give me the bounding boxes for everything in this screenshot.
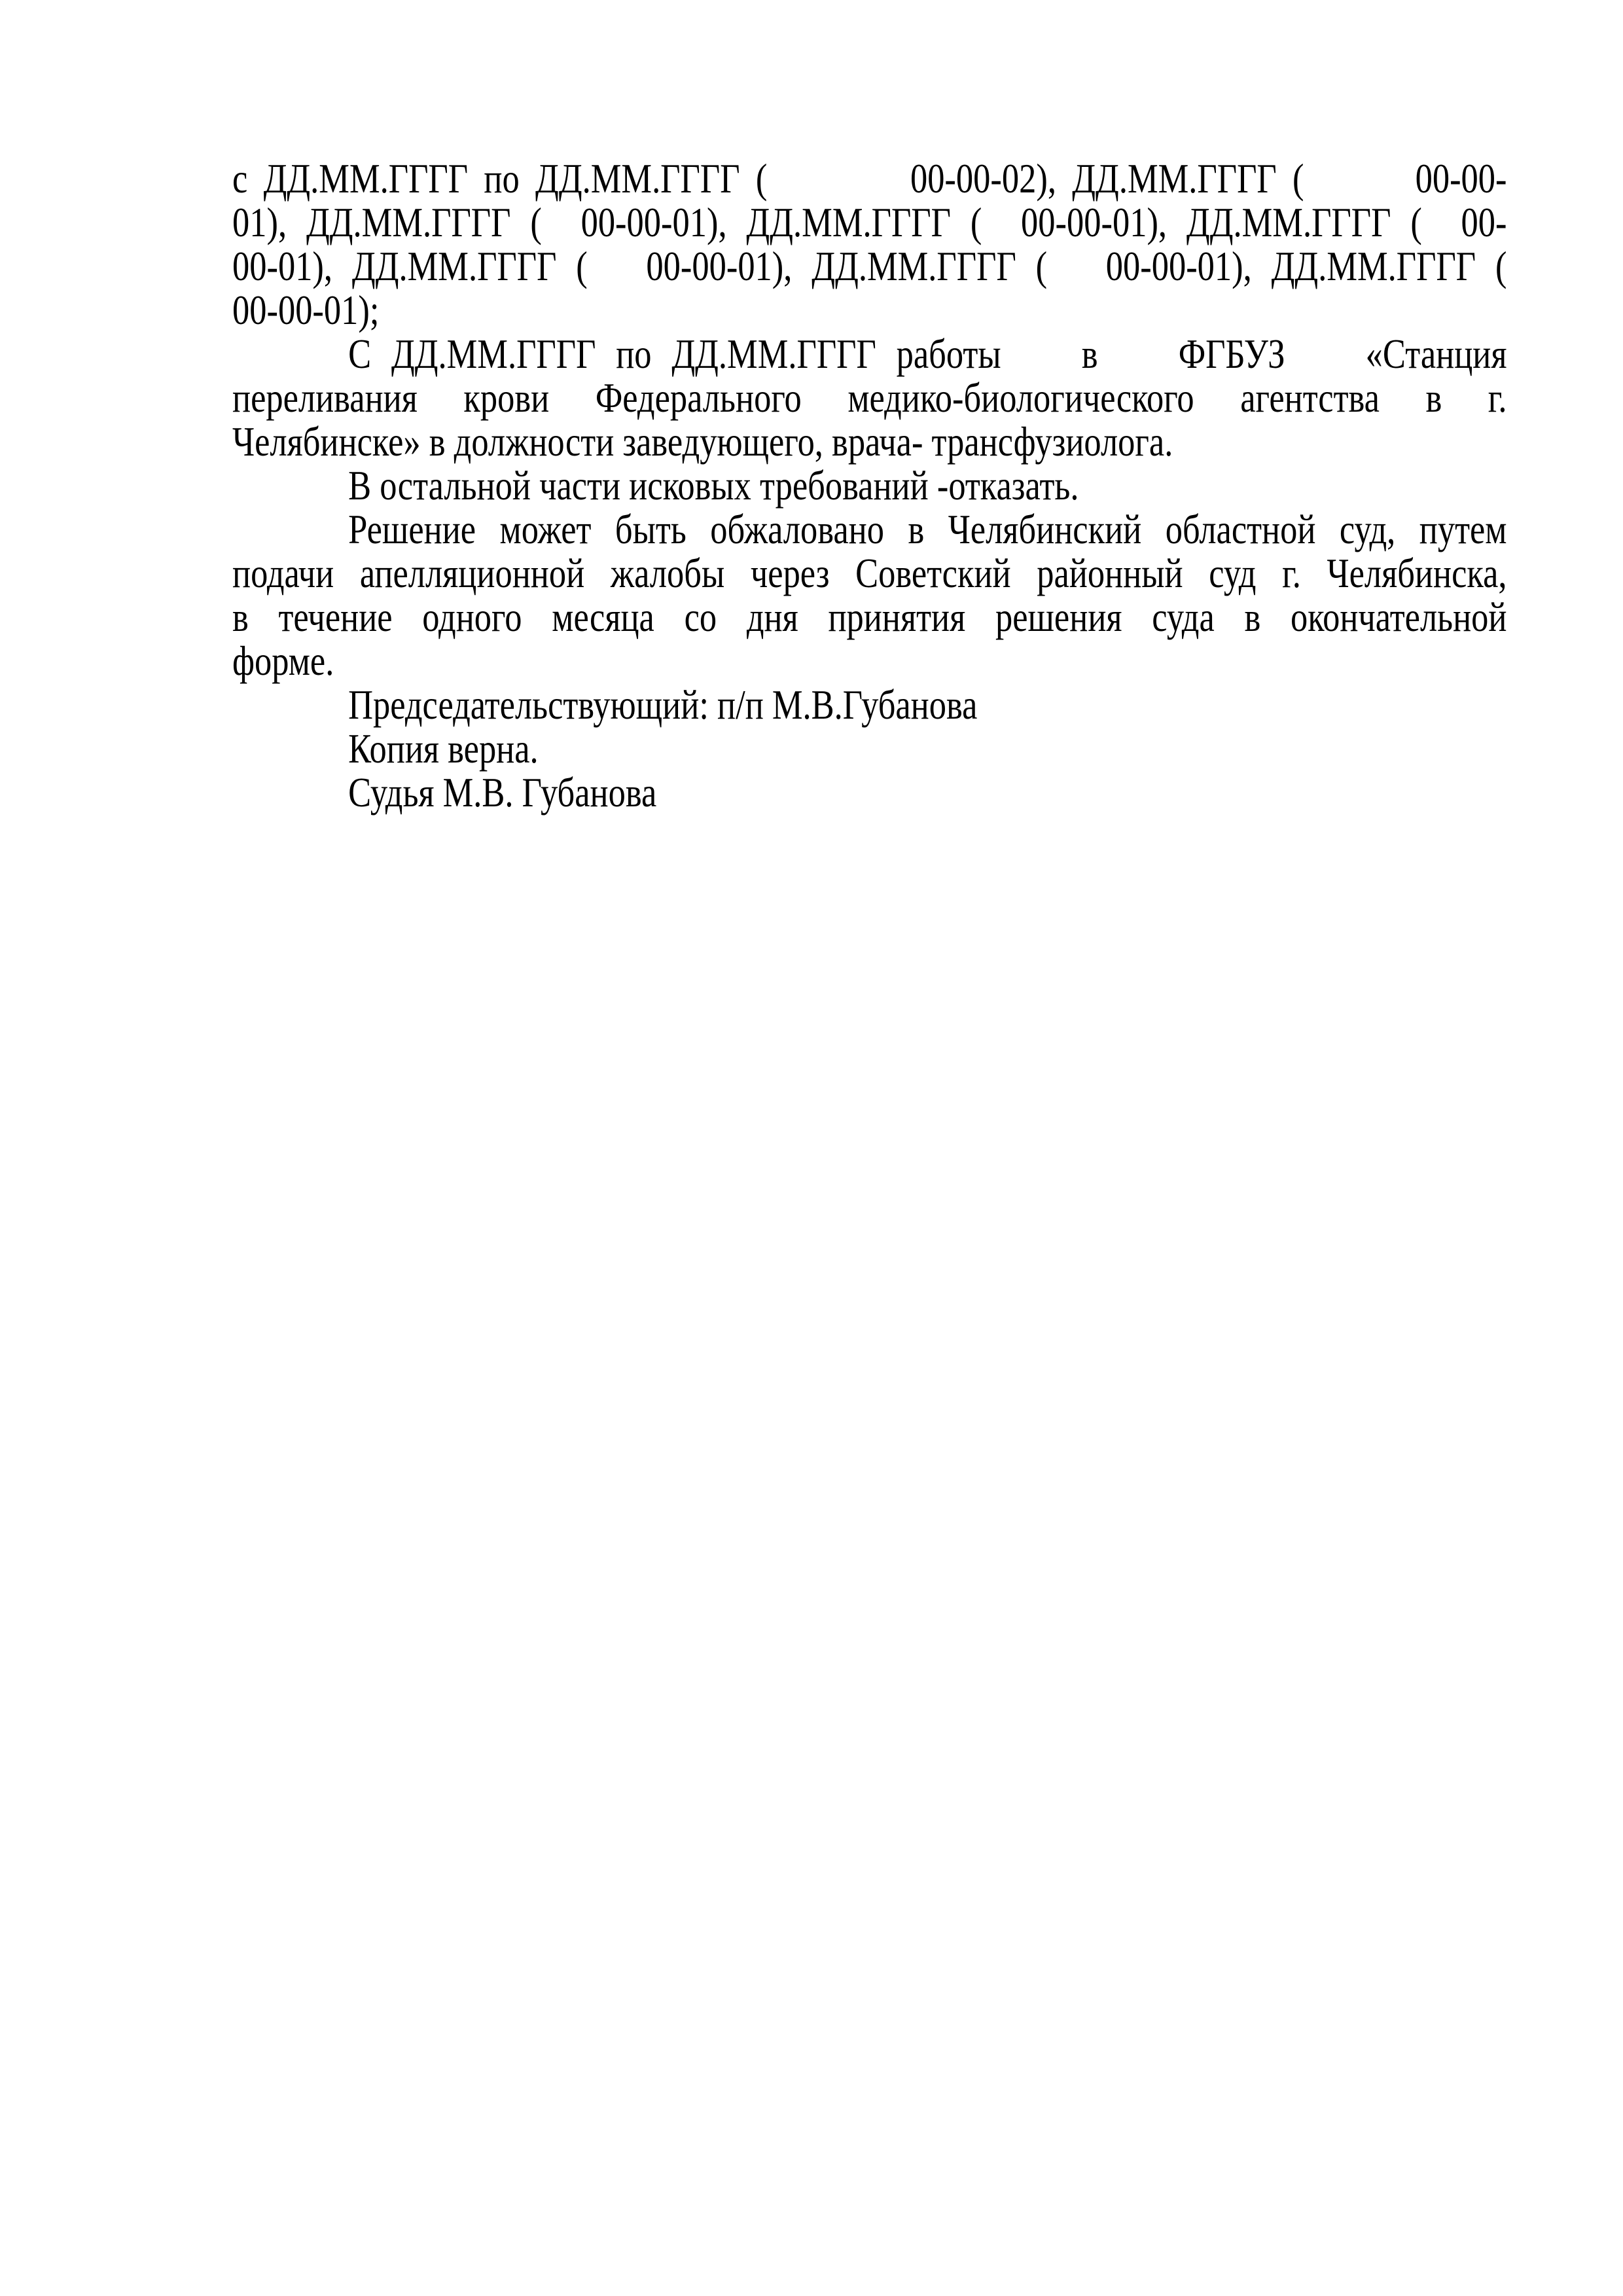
text-line: В остальной части исковых требований -отказать. bbox=[348, 462, 1079, 509]
text-line: Судья М.В. Губанова bbox=[348, 769, 657, 816]
text-line: 00-01), ДД.ММ.ГГГГ ( 00-00-01), ДД.ММ.ГГГГ ( 00-00-01), ДД.ММ.ГГГГ ( bbox=[232, 243, 1507, 289]
text-line: переливания крови Федерального медико-биологического агентства в г. bbox=[232, 374, 1507, 421]
paragraph bbox=[232, 726, 1507, 770]
paragraph bbox=[232, 463, 1507, 507]
text-line: подачи апелляционной жалобы через Советский районный суд г. Челябинска, bbox=[232, 550, 1507, 596]
paragraph bbox=[232, 683, 1507, 726]
text-line: Копия верна. bbox=[348, 725, 539, 772]
text-line: Челябинске» в должности заведующего, врача- трансфузиолога. bbox=[232, 418, 1173, 465]
text-line: С ДД.ММ.ГГГГ по ДД.ММ.ГГГГ работы в ФГБУЗ «Станция bbox=[348, 331, 1507, 377]
text-line: в течение одного месяца со дня принятия решения суда в окончательной bbox=[232, 594, 1507, 640]
text-line: 01), ДД.ММ.ГГГГ ( 00-00-01), ДД.ММ.ГГГГ ( 00-00-01), ДД.ММ.ГГГГ ( 00- bbox=[232, 199, 1507, 245]
paragraph bbox=[232, 507, 1507, 683]
text-line: форме. bbox=[232, 637, 334, 684]
text-line: с ДД.ММ.ГГГГ по ДД.ММ.ГГГГ ( 00-00-02), ДД.ММ.ГГГГ ( 00-00- bbox=[232, 155, 1507, 202]
text-line: 00-00-01); bbox=[232, 287, 380, 333]
paragraph bbox=[232, 770, 1507, 814]
paragraph bbox=[232, 156, 1507, 332]
text-block bbox=[232, 156, 1507, 814]
text-line: Председательствующий: п/п М.В.Губанова bbox=[348, 681, 978, 728]
paragraph bbox=[232, 332, 1507, 463]
text-line: Решение может быть обжаловано в Челябинский областной суд, путем bbox=[348, 506, 1507, 552]
